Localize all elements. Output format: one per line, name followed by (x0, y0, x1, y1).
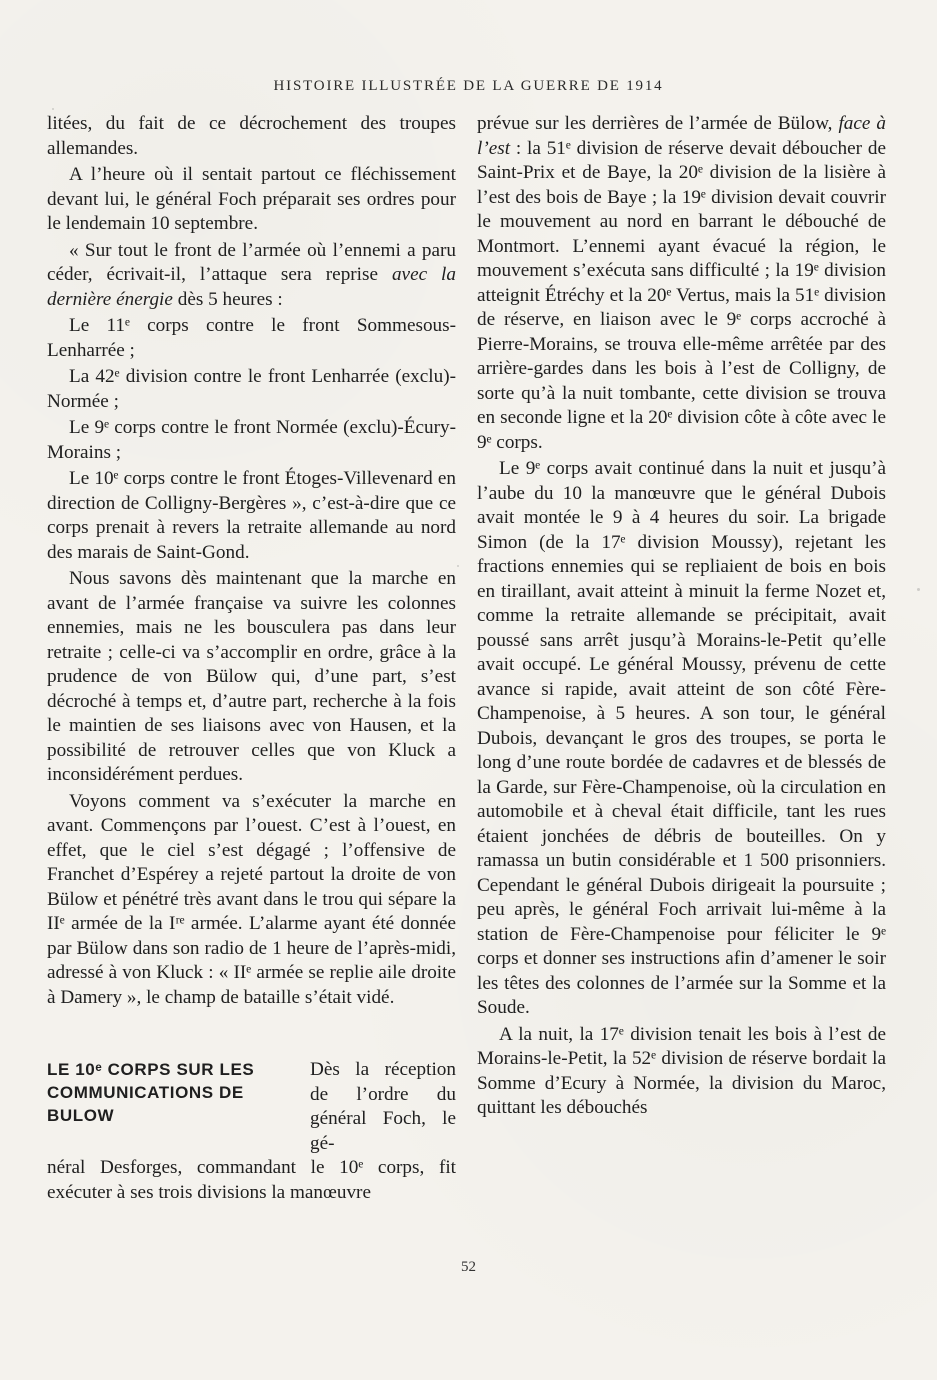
running-header: HISTOIRE ILLUSTRÉE DE LA GUERRE DE 1914 (273, 78, 664, 94)
left-column (47, 112, 456, 1205)
left-paragraph-8: Nous savons dès maintenant que la marche en avant de l’armée française va suivre les colonnes ennemies, mais ne les bousculera pas dans leur retraite ; celle-ci va s’accomplir en ordre, grâce à la prudence de von Bülow qui, d’une part, s’est décroché à temps et, d’autre part, recherche à la fois le maintien de ses liaisons avec von Hausen, et la possibilité de retrouver celles que von Kluck a inconsidérément perdues. (47, 568, 456, 785)
left-paragraph-4: Le 11ᵉ corps contre le front Sommesous-Lenharrée ; (47, 315, 456, 361)
section-title: LE 10ᵉ CORPS SUR LES COMMUNICATIONS DE BULOW (47, 1060, 255, 1125)
paper-speck (52, 108, 54, 110)
left-paragraph-3-emphasis: avec la dernière énergie (47, 264, 456, 310)
left-paragraph-7: Le 10ᵉ corps contre le front Étoges-Villevenard en direction de Colligny-Bergères », c’est-à-dire que ce corps prenait à revers la retraite allemande au nord des marais de Saint-Gond. (47, 468, 456, 563)
left-paragraph-3 (47, 239, 456, 313)
right-paragraph-2: Le 9ᵉ corps avait continué dans la nuit et jusqu’à l’aube du 10 la manœuvre que le général Dubois avait montée le 9 à 4 heures du soir. La brigade Simon (de la 17ᵉ division Moussy), rejetant les fractions ennemies qui se repliaient de bois en bois en tiraillant, avait atteint à minuit la ferme Nozet et, comme la retraite allemande se précipitait, avait poussé sans arrêt jusqu’à Morains-le-Petit qu’elle avait occupé. Le général Moussy, prévenu de cette avance si rapide, avait atteint de son côté Fère-Champenoise, à 5 heures. A son tour, le général Dubois, devançant le gros des troupes, se porta le long d’une route bordée de cadavres et de blessés de la Garde, sur Fère-Champenoise, où la circulation en automobile et à cheval était difficile, tant les rues étaient jonchées de débris de bouteilles. On y ramassa un butin considérable et 1 500 prisonniers. Cependant le général Dubois dirigeait la poursuite ; peu après, le général Foch arrivait lui-même à la station de Fère-Champenoise pour féliciter le 9ᵉ corps et donner ses instructions afin d’amener le soir les têtes des colonnes de l’armée sur la Somme et la Soude. (477, 458, 886, 1018)
right-paragraph-1-emphasis: face à l’est (477, 113, 886, 159)
paper-speck (917, 588, 920, 591)
left-paragraph-2: A l’heure où il sentait partout ce fléchissement devant lui, le général Foch préparait ses ordres pour le lendemain 10 septembre. (47, 164, 456, 234)
right-paragraph-1-c: : la 51ᵉ division de réserve devait déboucher de Saint-Prix et de Baye, la 20ᵉ division de la lisière à l’est des bois de Baye ; la 19ᵉ division devait couvrir le mouvement au nord en barrant le débouché de Montmort. L’ennemi ayant évacué la région, le mouvement s’exécuta sans difficulté ; la 19ᵉ division atteignit Étréchy et la 20ᵉ Vertus, mais la 51ᵉ division de réserve, en liaison avec le 9ᵉ corps accroché à Pierre-Morains, se trouva elle-même arrêtée par des arrière-gardes dans les bois à l’est de Colligny, de sorte qu’à la nuit tombante, cette division se trouva en seconde ligne et la 20ᵉ division côte à côte avec le 9ᵉ corps. (477, 137, 886, 453)
left-paragraph-6: Le 9ᵉ corps contre le front Normée (exclu)-Écury-Morains ; (47, 417, 456, 463)
right-column (477, 112, 886, 1121)
right-paragraph-1 (477, 112, 886, 455)
left-paragraph-3-c: dès 5 heures : (172, 288, 283, 310)
section-side-text: Dès la réception de l’ordre du général Foch, le gé- (310, 1059, 456, 1154)
left-paragraph-9: Voyons comment va s’exécuter la marche en avant. Commençons par l’ouest. C’est à l’ouest, en effet, que le ciel s’est dégagé ; l’offensive de Franchet d’Espérey a rejeté partout la droite de von Bülow et pénétré très avant dans le trou qui sépare la IIᵉ armée de la Iʳᵉ armée. L’alarme ayant été donnée par Bülow dans son radio de 1 heure de l’après-midi, adressé à von Kluck : « IIᵉ armée se replie aile droite à Damery », le champ de bataille s’était vidé. (47, 790, 456, 1008)
left-paragraph-5: La 42ᵉ division contre le front Lenharrée (exclu)-Normée ; (47, 366, 456, 412)
left-paragraph-1: litées, du fait de ce décrochement des troupes allemandes. (47, 113, 456, 159)
section-continuation: néral Desforges, commandant le 10ᵉ corps, fit exécuter à ses trois divisions la manœuvre (47, 1157, 456, 1203)
left-paragraph-3-a: « Sur tout le front de l’armée où l’ennemi a paru céder, écrivait-il, l’attaque sera reprise (47, 239, 456, 285)
paper-speck (457, 565, 459, 567)
right-paragraph-1-a: prévue sur les derrières de l’armée de Bülow, (477, 113, 839, 134)
section-heading-row (47, 1058, 456, 1156)
page-number: 52 (461, 1259, 476, 1275)
right-paragraph-3: A la nuit, la 17ᵉ division tenait les bois à l’est de Morains-le-Petit, la 52ᵉ division de réserve bordait la Somme d’Ecury à Normée, la division du Maroc, quittant les débouchés (477, 1023, 886, 1118)
